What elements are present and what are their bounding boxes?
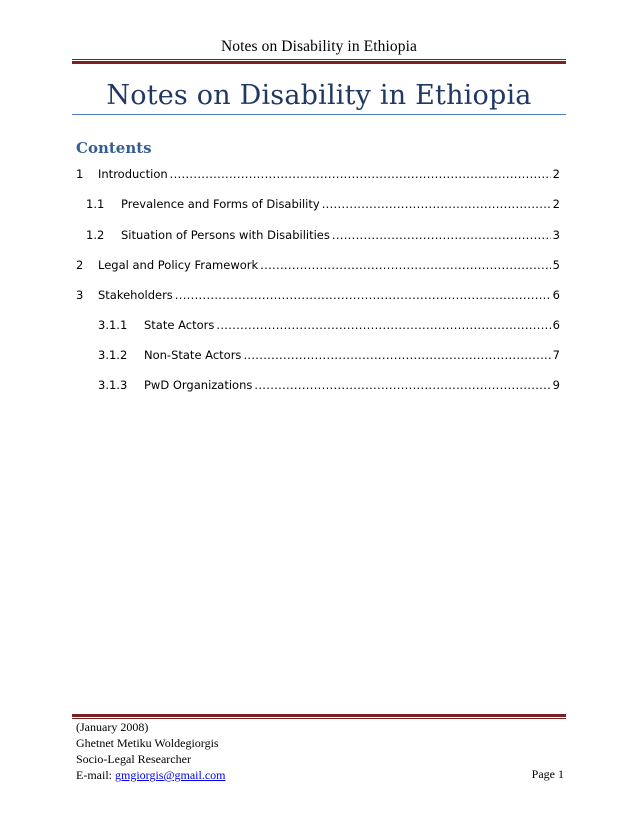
toc-label: State Actors bbox=[144, 318, 215, 332]
toc-entry[interactable] bbox=[76, 167, 560, 181]
toc-label: Stakeholders bbox=[98, 288, 173, 302]
title-underline bbox=[72, 114, 566, 115]
toc-number: 3.1.1 bbox=[98, 318, 128, 332]
footer-block bbox=[76, 719, 226, 783]
toc-leader bbox=[260, 258, 551, 272]
toc-label: Legal and Policy Framework bbox=[98, 258, 259, 272]
header-rule-thick bbox=[72, 61, 566, 64]
toc-leader bbox=[332, 228, 551, 242]
toc-page-number: 3 bbox=[552, 228, 560, 242]
footer-role: Socio-Legal Researcher bbox=[76, 752, 191, 766]
toc-entry[interactable] bbox=[98, 378, 560, 392]
toc-number: 3 bbox=[76, 288, 84, 302]
toc-label: Situation of Persons with Disabilities bbox=[121, 228, 330, 242]
toc-page-number: 6 bbox=[552, 318, 560, 332]
toc-label: Prevalence and Forms of Disability bbox=[121, 197, 320, 211]
running-header: Notes on Disability in Ethiopia bbox=[221, 38, 417, 55]
toc-page-number: 2 bbox=[552, 167, 560, 181]
toc-leader bbox=[170, 167, 551, 181]
toc-page-number: 9 bbox=[552, 378, 560, 392]
toc-entry[interactable] bbox=[76, 258, 560, 272]
page-number: Page 1 bbox=[531, 767, 564, 781]
toc-number: 3.1.2 bbox=[98, 348, 128, 362]
header-rule-thin bbox=[72, 59, 566, 60]
toc-number: 1 bbox=[76, 167, 84, 181]
toc-label: Introduction bbox=[98, 167, 168, 181]
contents-heading: Contents bbox=[76, 139, 152, 157]
toc-page-number: 6 bbox=[552, 288, 560, 302]
footer-email-line bbox=[76, 767, 226, 783]
toc-label: PwD Organizations bbox=[144, 378, 253, 392]
toc-page-number: 2 bbox=[552, 197, 560, 211]
toc-leader bbox=[216, 318, 550, 332]
footer-email-label: E-mail: bbox=[76, 768, 115, 782]
toc-entry[interactable] bbox=[98, 318, 560, 332]
toc-page-number: 7 bbox=[552, 348, 560, 362]
toc-number: 1.2 bbox=[86, 228, 105, 242]
toc-number: 1.1 bbox=[86, 197, 105, 211]
toc-number: 3.1.3 bbox=[98, 378, 128, 392]
footer-rule-thick bbox=[72, 714, 566, 717]
document-title: Notes on Disability in Ethiopia bbox=[106, 80, 532, 111]
toc-entry[interactable] bbox=[86, 228, 560, 242]
footer-author: Ghetnet Metiku Woldegiorgis bbox=[76, 736, 219, 750]
toc-label: Non-State Actors bbox=[144, 348, 242, 362]
toc-leader bbox=[322, 197, 551, 211]
footer-date: (January 2008) bbox=[76, 720, 149, 734]
toc-entry[interactable] bbox=[98, 348, 560, 362]
toc-entry[interactable] bbox=[76, 288, 560, 302]
toc-number: 2 bbox=[76, 258, 84, 272]
toc-leader bbox=[175, 288, 551, 302]
toc-page-number: 5 bbox=[552, 258, 560, 272]
toc-leader bbox=[243, 348, 550, 362]
toc-leader bbox=[254, 378, 550, 392]
toc-entry[interactable] bbox=[86, 197, 560, 211]
email-link[interactable]: gmgiorgis@gmail.com bbox=[115, 768, 226, 782]
